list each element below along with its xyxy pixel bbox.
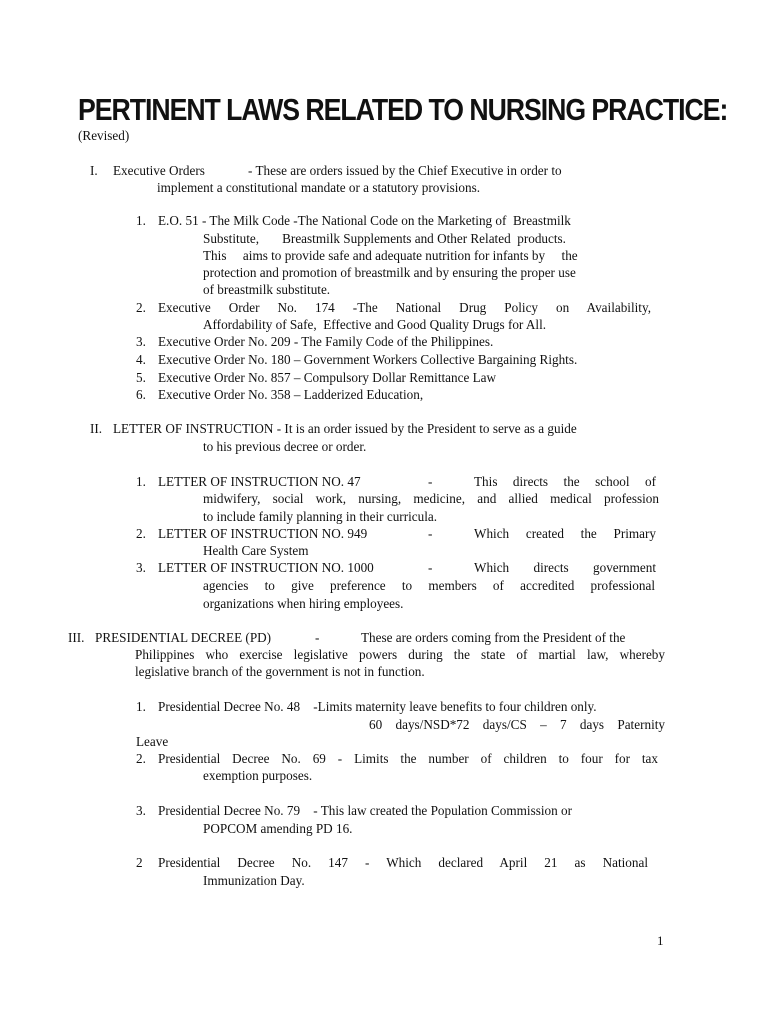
eo-item-2-number: 2. bbox=[136, 300, 146, 315]
eo-item-1-number: 1. bbox=[136, 213, 146, 228]
pd-item-4-line2: Immunization Day. bbox=[203, 873, 305, 888]
eo-item-3-line1: Executive Order No. 209 - The Family Code of the Philippines. bbox=[158, 334, 494, 349]
section-3-heading: PRESIDENTIAL DECREE (PD) bbox=[95, 630, 272, 645]
pd-item-2-number: 2. bbox=[136, 751, 146, 766]
section-3-desc-line1: These are orders coming from the President of the bbox=[361, 630, 626, 645]
pd-item-1-number: 1. bbox=[136, 699, 146, 714]
loi-item-2-number: 2. bbox=[136, 526, 146, 541]
pd-item-1-line2: 60 days/NSD*72 days/CS – 7 days Paternity bbox=[369, 717, 665, 732]
pd-item-1-line3: Leave bbox=[136, 734, 169, 749]
section-3-desc-line3: legislative branch of the government is not in function. bbox=[135, 664, 425, 679]
eo-item-1-line3: This aims to provide safe and adequate nutrition for infants by the bbox=[203, 248, 578, 263]
loi-item-3-first: Which directs government bbox=[474, 560, 656, 575]
pd-item-4-line1: Presidential Decree No. 147 - Which declared April 21 as National bbox=[158, 855, 648, 870]
loi-item-3-head: LETTER OF INSTRUCTION NO. 1000 bbox=[158, 560, 374, 575]
loi-item-3-line3: organizations when hiring employees. bbox=[203, 596, 404, 611]
eo-item-3-number: 3. bbox=[136, 334, 146, 349]
loi-item-1-first: This directs the school of bbox=[474, 474, 656, 489]
eo-item-4-number: 4. bbox=[136, 352, 146, 367]
section-1-desc-line2: implement a constitutional mandate or a statutory provisions. bbox=[157, 180, 481, 195]
section-3-desc-line2: Philippines who exercise legislative powers during the state of martial law, whereby bbox=[135, 647, 665, 662]
section-2-line2: to his previous decree or order. bbox=[203, 439, 367, 454]
section-1-heading: Executive Orders bbox=[113, 163, 205, 178]
pd-item-2-line2: exemption purposes. bbox=[203, 768, 313, 783]
page-number: 1 bbox=[657, 933, 664, 948]
loi-item-2-head: LETTER OF INSTRUCTION NO. 949 bbox=[158, 526, 368, 541]
page-subtitle: (Revised) bbox=[78, 128, 130, 143]
loi-item-1-number: 1. bbox=[136, 474, 146, 489]
eo-item-6-line1: Executive Order No. 358 – Ladderized Education, bbox=[158, 387, 424, 402]
eo-item-2-line2: Affordability of Safe, Effective and Good Quality Drugs for All. bbox=[203, 317, 547, 332]
section-3-dash: - bbox=[315, 630, 320, 645]
eo-item-1-line5: of breastmilk substitute. bbox=[203, 282, 331, 297]
section-1-numeral: I. bbox=[90, 163, 98, 178]
page-title: PERTINENT LAWS RELATED TO NURSING PRACTICE: bbox=[78, 92, 728, 127]
eo-item-5-line1: Executive Order No. 857 – Compulsory Dollar Remittance Law bbox=[158, 370, 497, 385]
eo-item-1-line1: E.O. 51 - The Milk Code -The National Code on the Marketing of Breastmilk bbox=[158, 213, 571, 228]
loi-item-2-line2: Health Care System bbox=[203, 543, 309, 558]
pd-item-3-number: 3. bbox=[136, 803, 146, 818]
pd-item-2-line1: Presidential Decree No. 69 - Limits the number of children to four for tax bbox=[158, 751, 658, 766]
pd-item-4-number: 2 bbox=[136, 855, 143, 870]
loi-item-3-line2: agencies to give preference to members of accredited professional bbox=[203, 578, 655, 593]
pd-item-3-line2: POPCOM amending PD 16. bbox=[203, 821, 353, 836]
eo-item-6-number: 6. bbox=[136, 387, 146, 402]
eo-item-4-line1: Executive Order No. 180 – Government Workers Collective Bargaining Rights. bbox=[158, 352, 578, 367]
pd-item-3-line1: Presidential Decree No. 79 - This law created the Population Commission or bbox=[158, 803, 572, 818]
section-3-numeral: III. bbox=[68, 630, 85, 645]
loi-item-3-number: 3. bbox=[136, 560, 146, 575]
eo-item-5-number: 5. bbox=[136, 370, 146, 385]
loi-item-1-line2: midwifery, social work, nursing, medicine, and allied medical profession bbox=[203, 491, 659, 506]
eo-item-2-line1: Executive Order No. 174 -The National Drug Policy on Availability, bbox=[158, 300, 651, 315]
loi-item-2-first: Which created the Primary bbox=[474, 526, 656, 541]
eo-item-1-line4: protection and promotion of breastmilk and by ensuring the proper use bbox=[203, 265, 576, 280]
pd-item-1-line1: Presidential Decree No. 48 -Limits maternity leave benefits to four children only. bbox=[158, 699, 597, 714]
section-2-line1: LETTER OF INSTRUCTION - It is an order issued by the President to serve as a guide bbox=[113, 421, 577, 436]
loi-item-1-line3: to include family planning in their curricula. bbox=[203, 509, 438, 524]
eo-item-1-line2: Substitute, Breastmilk Supplements and Other Related products. bbox=[203, 231, 566, 246]
loi-item-3-dash: - bbox=[428, 560, 433, 575]
loi-item-2-dash: - bbox=[428, 526, 433, 541]
loi-item-1-head: LETTER OF INSTRUCTION NO. 47 bbox=[158, 474, 361, 489]
loi-item-1-dash: - bbox=[428, 474, 433, 489]
section-2-numeral: II. bbox=[90, 421, 103, 436]
section-1-desc-line1: - These are orders issued by the Chief Executive in order to bbox=[248, 163, 562, 178]
